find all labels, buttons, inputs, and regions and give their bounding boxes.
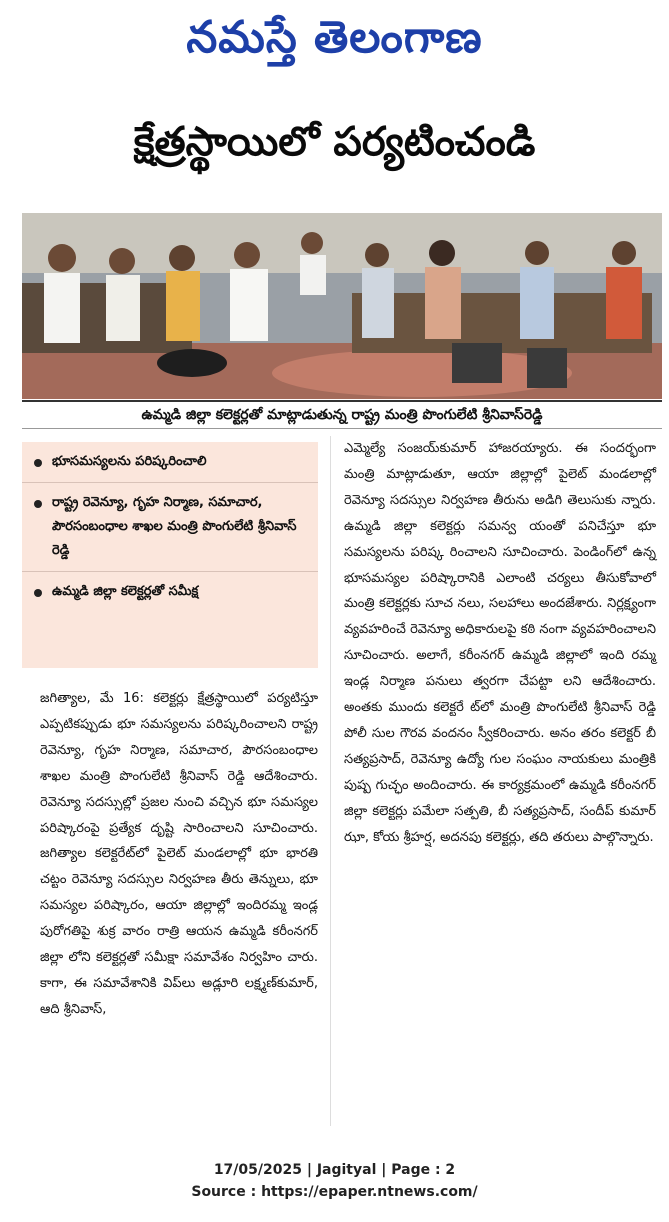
- highlight-item: [22, 442, 318, 483]
- photo-caption: ఉమ్మడి జిల్లా కలెక్టర్లతో మాట్లాడుతున్న రాష్ట్ర మంత్రి పొంగులేటి శ్రీనివాస్‌రెడ్డి: [22, 400, 662, 429]
- footer-source: Source : https://epaper.ntnews.com/: [191, 1184, 478, 1200]
- masthead-logo: నమస్తే తెలంగాణ: [186, 12, 483, 63]
- article-column-right: [344, 436, 656, 851]
- article-text: జగిత్యాల, మే 16: కలెక్టర్లు క్షేత్రస్థాయిలో పర్యటిస్తూ ఎప్పటికప్పుడు భూ సమస్యలను పరిష్కరించాలని రాష్ట్ర రెవెన్యూ, గృహ నిర్మాణ, సమాచార, పౌరసంబంధాల శాఖల మంత్రి పొంగులేటి శ్రీనివాస్ రెడ్డి ఆదేశించారు. రెవెన్యూ సదస్సుల్లో ప్రజల నుంచి వచ్చిన భూ సమస్యల పరిష్కారంపై ప్రత్యేక దృష్టి సారించాలని సూచించారు. జగిత్యాల కలెక్టరేట్‌లో పైలెట్ మండలాల్లో భూ భారతి చట్టం రెవెన్యూ సదస్సుల నిర్వహణ తీరు తెన్నులు, భూ సమస్యల పరిష్కారం, ఆయా జిల్లాల్లో ఇందిరమ్మ ఇండ్ల పురోగతిపై శుక్ర వారం రాత్రి ఆయన ఉమ్మడి కరీంనగర్ జిల్లా లోని కలెక్టర్లతో సమీక్షా సమావేశం నిర్వహిం చారు. కాగా, ఈ సమావేశానికి విప్‌లు అడ్లూరి లక్ష్మణ్‌కుమార్, ఆది శ్రీనివాస్,: [40, 691, 318, 1017]
- highlight-item: [22, 483, 318, 572]
- article-column-left: [40, 686, 318, 1023]
- bullet-icon: [34, 589, 42, 597]
- highlight-item: [22, 572, 318, 612]
- article-text: ఎమ్మెల్యే సంజయ్‌కుమార్ హాజరయ్యారు. ఈ సందర్భంగా మంత్రి మాట్లాడుతూ, ఆయా జిల్లాల్లో పైలెట్ మండలాల్లో రెవెన్యూ సదస్సుల నిర్వహణ తీరును అడిగి తెలుసుకు న్నారు. ఉమ్మడి జిల్లా కలెక్టర్లు సమన్వ యంతో పనిచేస్తూ భూ సమస్యలను పరిష్క రించాలని సూచించారు. పెండింగ్‌లో ఉన్న భూసమస్యల పరిష్కారానికి ఎలాంటి చర్యలు తీసుకోవాలో మంత్రి కలెక్టర్లకు సూచ నలు, సలహాలు అందజేశారు. నిర్లక్ష్యంగా వ్యవహరించే రెవెన్యూ అధికారులపై కఠి నంగా వ్యవహరించాలని సూచించారు. అలాగే, కరీంనగర్ ఉమ్మడి జిల్లాలో ఇంది రమ్మ ఇండ్ల నిర్మాణ పనులు త్వరగా చేపట్టా లని ఆదేశించారు. అంతకు ముందు కలెక్టరే ట్‌లో మంత్రి పొంగులేటి శ్రీనివాస్ రెడ్డి పోలీ సుల గౌరవ వందనం స్వీకరించారు. అనం తరం కలెక్టర్ బీ సత్యప్రసాద్, రెవెన్యూ ఉద్యో గుల సంఘం నాయకులు మంత్రికి పుష్ప గుచ్ఛం అందించారు. ఈ కార్యక్రమంలో ఉమ్మడి కరీంనగర్ జిల్లా కలెక్టర్లు పమేలా సత్పతి, బీ సత్యప్రసాద్, సందీప్ కుమార్ ఝా, కోయ శ్రీహర్ష, అదనపు కలెక్టర్లు, తది తరులు పాల్గొన్నారు.: [344, 441, 656, 845]
- news-photo: [22, 213, 662, 399]
- bullet-icon: [34, 500, 42, 508]
- headline: క్షేత్రస్థాయిలో పర్యటించండి: [133, 119, 536, 165]
- highlight-text: భూసమస్యలను పరిష్కరించాలి: [52, 454, 207, 469]
- highlights-box: [22, 442, 318, 668]
- column-divider: [330, 436, 331, 1126]
- highlight-text: ఉమ్మడి జిల్లా కలెక్టర్లతో సమీక్ష: [52, 584, 199, 599]
- highlight-text: రాష్ట్ర రెవెన్యూ, గృహ నిర్మాణ, సమాచార, పౌరసంబంధాల శాఖల మంత్రి పొంగులేటి శ్రీనివాస్ రెడ్డి: [52, 495, 297, 558]
- footer-date-page: 17/05/2025 | Jagityal | Page : 2: [213, 1162, 456, 1178]
- bullet-icon: [34, 459, 42, 467]
